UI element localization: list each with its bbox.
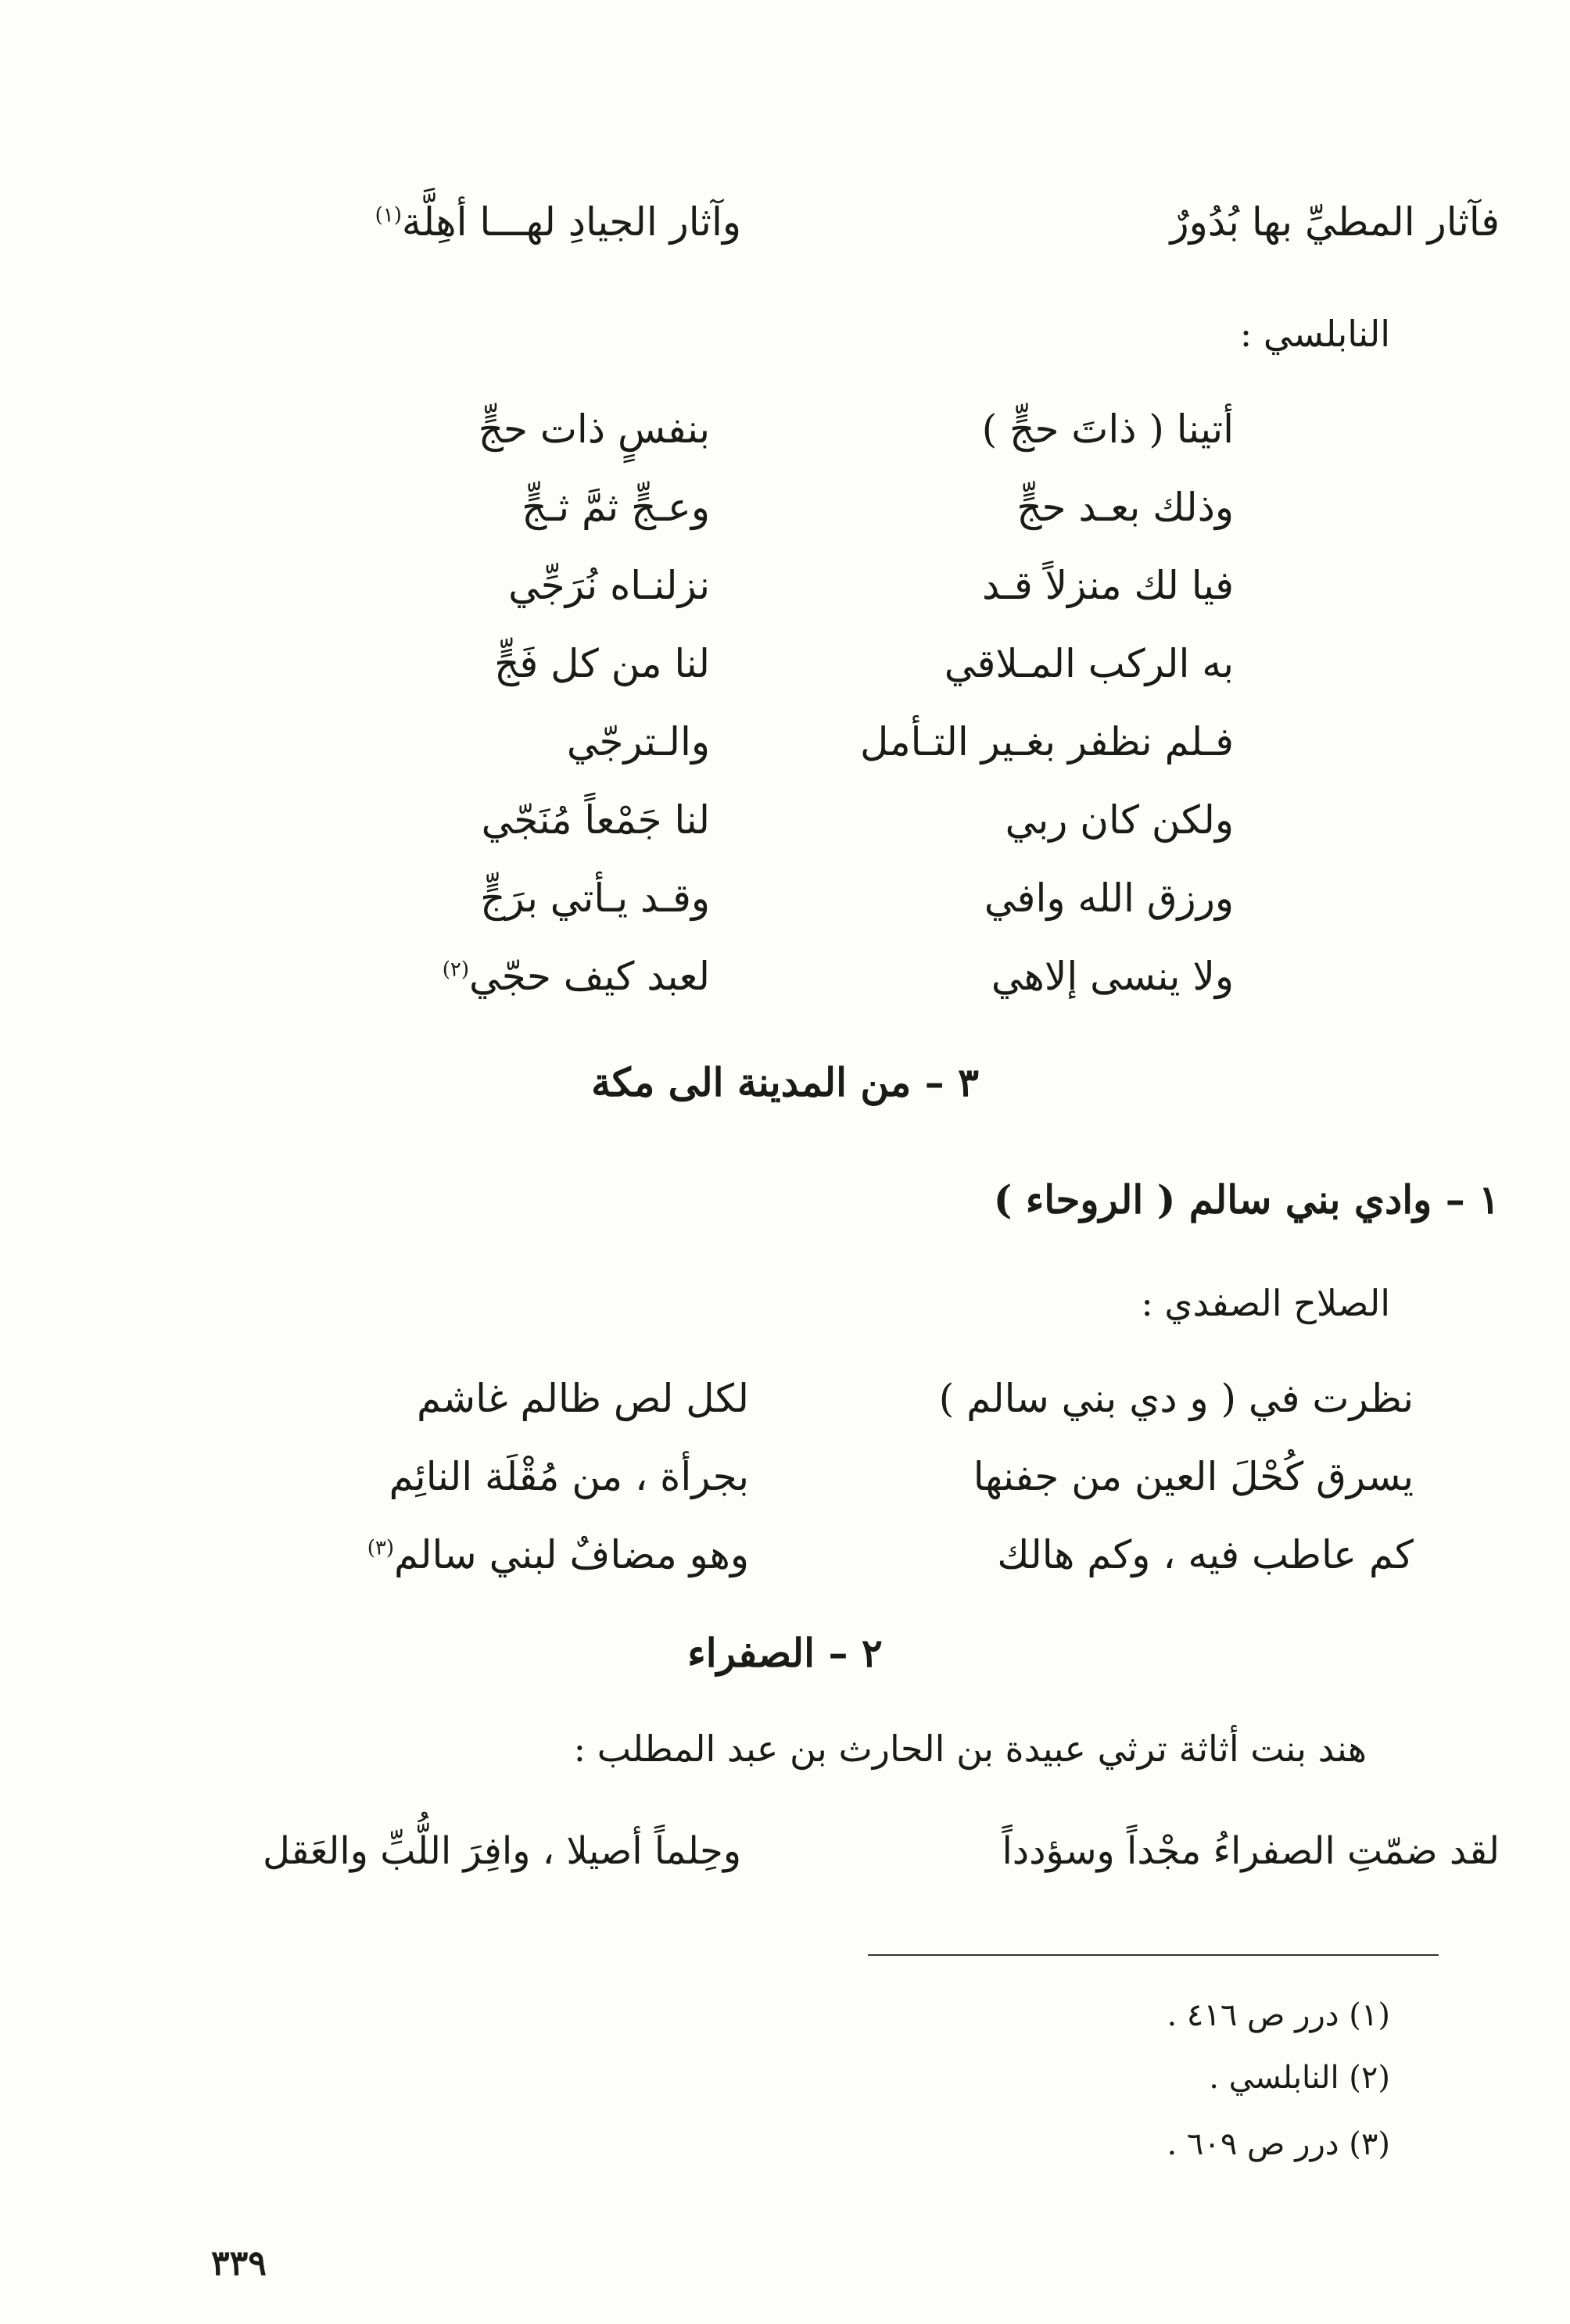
intro-hind-bint-athatha: هند بنت أثاثة ترثي عبيدة بن الحارث بن عبد المطلب : [573, 1728, 1367, 1770]
verse-2-right: وذلك بعـد حجٍّ [1016, 485, 1234, 530]
verse-8-right: ولا ينسى إلاهي [991, 954, 1234, 999]
top-verse-left-hemistich [375, 199, 741, 245]
section-heading-safra: ٢ – الصفراء [687, 1630, 883, 1676]
footnote-1: (١) درر ص ٤١٦ . [1167, 1997, 1390, 2033]
section-heading-medina-to-mecca: ٣ – من المدينة الى مكة [591, 1059, 979, 1105]
poet-name-nabulsi: النابلسي : [1239, 313, 1390, 355]
top-verse-right-hemistich: فآثار المطيِّ بها بُدُورٌ [1170, 199, 1500, 245]
footnote-ref-1: (١) [375, 203, 402, 227]
top-verse-left-text: وآثار الجيادِ لهـــا أهِلَّة [401, 199, 741, 245]
verse-2-left: وعـجٍّ ثمَّ ثـجٍّ [522, 485, 710, 530]
verse-6-right: ولكن كان ربي [1005, 797, 1234, 843]
safadi-verse-3-left-text: وهو مضافٌ لبني سالم [394, 1532, 749, 1577]
verse-1-left: بنفسٍ ذات حجٍّ [478, 406, 710, 452]
verse-6-left: لنا جَمْعاً مُنَجّي [481, 797, 710, 843]
verse-5-left: والـترجّي [566, 719, 710, 765]
safadi-verse-3-left [367, 1532, 749, 1577]
verse-3-right: فيا لك منزلاً قـد [981, 563, 1234, 608]
verse-1-right: أتينا ( ذاتَ حجٍّ ) [981, 406, 1234, 452]
verse-8-left-text: لعبد كيف حجّي [469, 954, 710, 999]
safadi-verse-2-left: بجرأة ، من مُقْلَة النائِم [389, 1454, 749, 1499]
safadi-verse-1-right: نظرت في ( و دي بني سالم ) [938, 1376, 1414, 1421]
sub-heading-wadi-bani-salim: ١ – وادي بني سالم ( الروحاء ) [993, 1176, 1500, 1223]
footnote-ref-2: (٢) [442, 958, 470, 982]
verse-5-right: فـلم نظفر بغـير التـأمل [860, 719, 1234, 765]
safadi-verse-3-right: كم عاطب فيه ، وكم هالك [997, 1532, 1414, 1577]
footnote-2: (٢) النابلسي . [1209, 2060, 1390, 2096]
verse-4-right: به الركب المـلاقي [944, 641, 1234, 686]
verse-3-left: نزلنـاه نُرَجِّي [508, 563, 710, 608]
verse-7-left: وقـد يـأتي برَجٍّ [480, 876, 710, 921]
safadi-verse-2-right: يسرق كُحْلَ العين من جفنها [973, 1454, 1414, 1499]
verse-4-left: لنا من كل فَجٍّ [494, 641, 710, 686]
poet-name-safadi: الصلاح الصفدي : [1141, 1282, 1390, 1324]
hind-verse-right: لقد ضمّتِ الصفراءُ مجْداً وسؤدداً [1002, 1829, 1500, 1873]
verse-8-left [443, 954, 710, 999]
footnote-separator [868, 1954, 1439, 1956]
footnote-3: (٣) درر ص ٦٠٩ . [1167, 2126, 1390, 2162]
safadi-verse-1-left: لكل لص ظالم غاشم [417, 1376, 749, 1421]
page-number: ٣٣٩ [211, 2243, 267, 2283]
verse-7-right: ورزق الله وافي [984, 876, 1234, 921]
hind-verse-left: وحِلماً أصيلا ، وافِرَ اللُّبِّ والعَقل [263, 1829, 741, 1873]
footnote-ref-3: (٣) [367, 1536, 395, 1560]
